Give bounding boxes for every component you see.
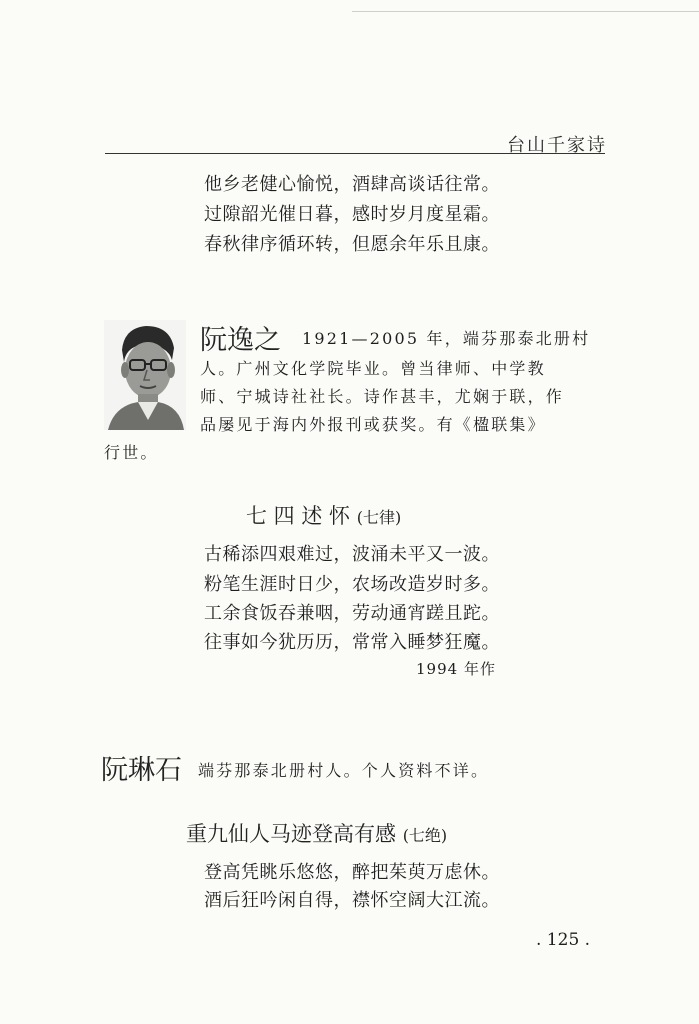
header-rule — [105, 153, 605, 154]
prev-poem-line-1: 他乡老健心愉悦，酒肆高谈话往常。 — [204, 174, 500, 195]
poet2-bio: 端芬那泰北册村人。个人资料不详。 — [198, 761, 490, 780]
poem1-date-note: 1994 年作 — [416, 660, 496, 678]
running-header-title: 台山千家诗 — [507, 135, 607, 156]
page-number: . 125 . — [536, 930, 591, 950]
prev-poem-line-2: 过隙韶光催日暮，感时岁月度星霜。 — [204, 204, 500, 225]
bio-line-4: 品屡见于海内外报刊或获奖。有《楹联集》 — [200, 415, 546, 434]
poem1-line-4: 往事如今犹历历，常常入睡梦狂魔。 — [204, 632, 500, 653]
portrait-image — [104, 320, 186, 430]
poem-title-text: 七 四 述 怀 — [246, 504, 351, 528]
bio-line-5: 行世。 — [104, 443, 159, 462]
poem2-line-1: 登高凭眺乐悠悠，醉把茱萸万虑休。 — [204, 862, 500, 883]
poet-name-ruan-linshi: 阮琳石 — [101, 755, 182, 786]
poet-name-ruan-yizhi: 阮逸之 — [200, 325, 281, 356]
poet-portrait — [104, 320, 186, 430]
poem2-title-text: 重九仙人马迹登高有感 — [186, 822, 396, 846]
bio-line-3: 师、宁城诗社社长。诗作甚丰，尤娴于联，作 — [200, 387, 565, 406]
poem1-line-3: 工余食饭吞兼咽，劳动通宵蹉且跎。 — [204, 603, 500, 624]
poem-title-chongjiu — [186, 818, 447, 848]
prev-poem-line-3: 春秋律序循环转，但愿余年乐且康。 — [204, 234, 500, 255]
poem-form-label: (七律) — [356, 508, 402, 527]
poem1-line-1: 古稀添四艰难过，波涌未平又一波。 — [204, 544, 500, 565]
poem2-line-2: 酒后狂吟闲自得，襟怀空阔大江流。 — [204, 890, 500, 911]
poem2-form-label: (七绝) — [402, 826, 448, 845]
bio-line-2: 人。广州文化学院毕业。曾当律师、中学教 — [200, 359, 546, 378]
page-edge-line — [352, 11, 699, 12]
poem1-line-2: 粉笔生涯时日少，农场改造岁时多。 — [204, 574, 500, 595]
bio-line-1: 1921—2005 年，端芬那泰北册村 — [302, 329, 591, 348]
poem-title-qisi-shuhuai — [246, 500, 401, 530]
